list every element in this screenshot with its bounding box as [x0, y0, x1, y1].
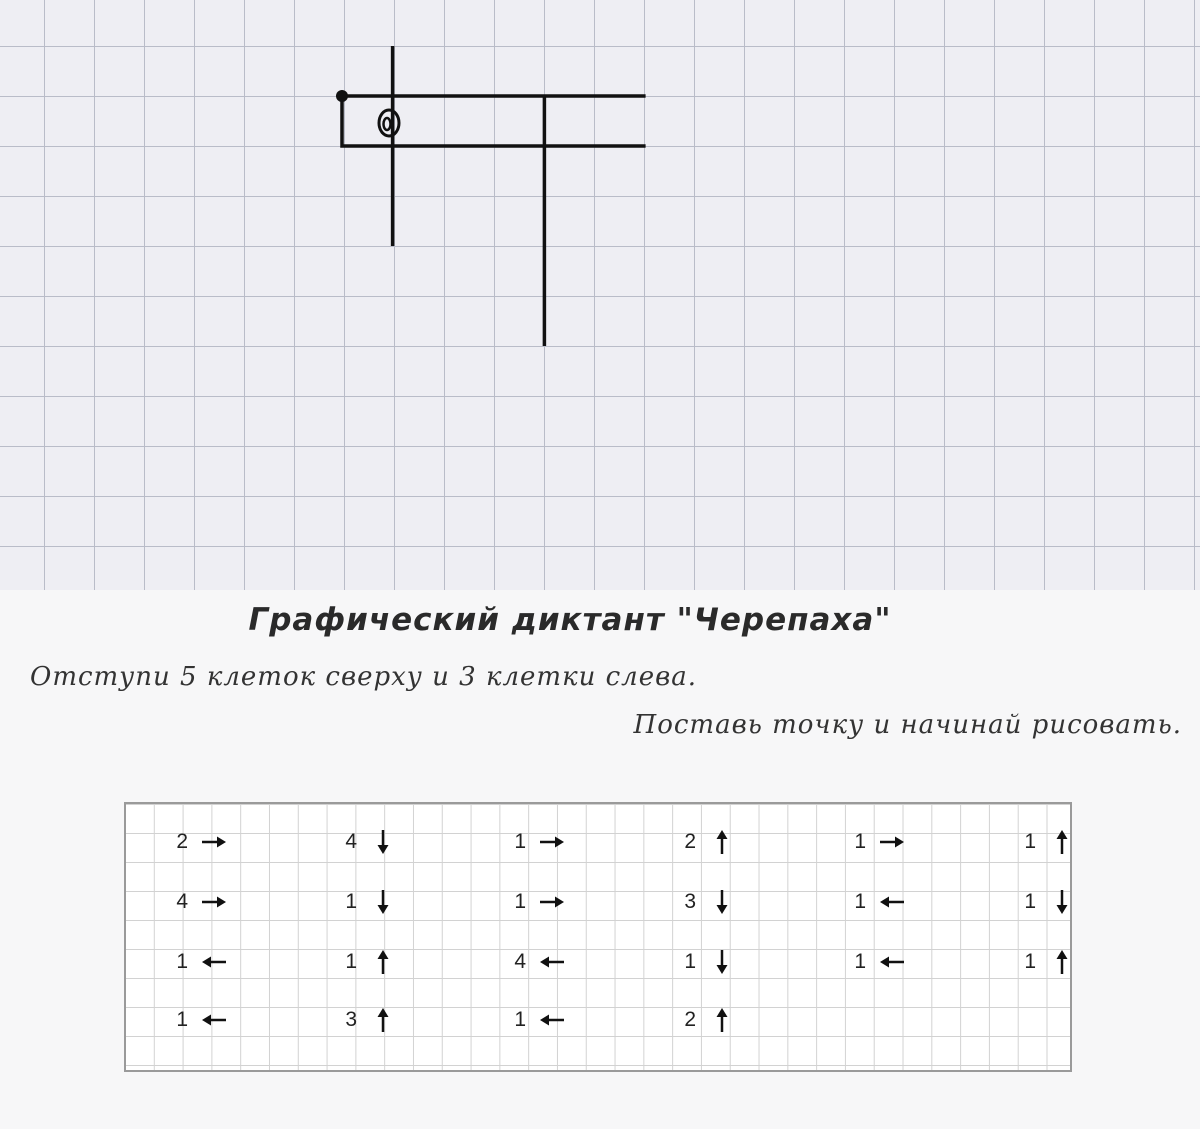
- step-count: 2: [684, 830, 696, 853]
- dictation-step: [470, 1000, 580, 1040]
- arrow-up-icon: [704, 1006, 740, 1034]
- arrow-left-icon: [196, 1006, 232, 1034]
- dictation-step: [980, 822, 1090, 862]
- dictation-step: [470, 942, 580, 982]
- turtle-eye: [379, 110, 399, 136]
- dictation-step: [301, 882, 411, 922]
- arrow-up-icon: [365, 948, 401, 976]
- dictation-step: [132, 1000, 242, 1040]
- arrow-down-icon: [365, 888, 401, 916]
- step-count: 1: [176, 1008, 188, 1031]
- dictation-step: [132, 942, 242, 982]
- instruction-indent: Отступи 5 клеток сверху и 3 клетки слева.: [30, 662, 698, 692]
- step-count: 3: [684, 890, 696, 913]
- step-count: 1: [514, 830, 526, 853]
- step-count: 2: [684, 1008, 696, 1031]
- arrow-down-icon: [704, 948, 740, 976]
- dictation-step: [301, 942, 411, 982]
- dictation-step: [640, 1000, 750, 1040]
- step-count: 3: [345, 1008, 357, 1031]
- dictation-step: [301, 822, 411, 862]
- arrow-left-icon: [534, 948, 570, 976]
- arrow-right-icon: [196, 828, 232, 856]
- step-count: 1: [854, 890, 866, 913]
- dictation-step: [640, 942, 750, 982]
- dictation-step: [640, 822, 750, 862]
- step-count: 1: [514, 890, 526, 913]
- step-count: 1: [345, 950, 357, 973]
- dictation-step: [470, 822, 580, 862]
- step-count: 1: [1024, 950, 1036, 973]
- arrow-up-icon: [1044, 828, 1080, 856]
- dictation-step: [301, 1000, 411, 1040]
- step-count: 1: [854, 950, 866, 973]
- step-count: 1: [514, 1008, 526, 1031]
- arrow-up-icon: [1044, 948, 1080, 976]
- instruction-start: Поставь точку и начинай рисовать.: [633, 710, 1182, 740]
- step-count: 4: [176, 890, 188, 913]
- arrow-left-icon: [874, 888, 910, 916]
- step-count: 1: [1024, 890, 1036, 913]
- arrow-down-icon: [1044, 888, 1080, 916]
- arrow-down-icon: [704, 888, 740, 916]
- arrow-up-icon: [365, 1006, 401, 1034]
- dictation-step: [810, 882, 920, 922]
- arrow-right-icon: [534, 888, 570, 916]
- dictation-table: [124, 802, 1072, 1072]
- arrow-right-icon: [534, 828, 570, 856]
- step-count: 4: [345, 830, 357, 853]
- arrow-left-icon: [196, 948, 232, 976]
- step-count: 1: [684, 950, 696, 973]
- arrow-up-icon: [704, 828, 740, 856]
- arrow-down-icon: [365, 828, 401, 856]
- dictation-step: [470, 882, 580, 922]
- dictation-step: [980, 942, 1090, 982]
- arrow-left-icon: [534, 1006, 570, 1034]
- dictation-step: [132, 882, 242, 922]
- dictation-step: [810, 942, 920, 982]
- turtle-outline: [342, 46, 646, 346]
- arrow-right-icon: [874, 828, 910, 856]
- dictation-step: [980, 882, 1090, 922]
- step-count: 1: [854, 830, 866, 853]
- step-count: 1: [1024, 830, 1036, 853]
- arrow-right-icon: [196, 888, 232, 916]
- step-count: 1: [345, 890, 357, 913]
- step-count: 1: [176, 950, 188, 973]
- dictation-step: [810, 822, 920, 862]
- dictation-step: [640, 882, 750, 922]
- instructions-area: [0, 590, 1200, 1129]
- step-count: 4: [514, 950, 526, 973]
- step-count: 2: [176, 830, 188, 853]
- page-title: Графический диктант "Черепаха": [248, 602, 892, 638]
- start-dot: [336, 90, 348, 102]
- arrow-left-icon: [874, 948, 910, 976]
- dictation-step: [132, 822, 242, 862]
